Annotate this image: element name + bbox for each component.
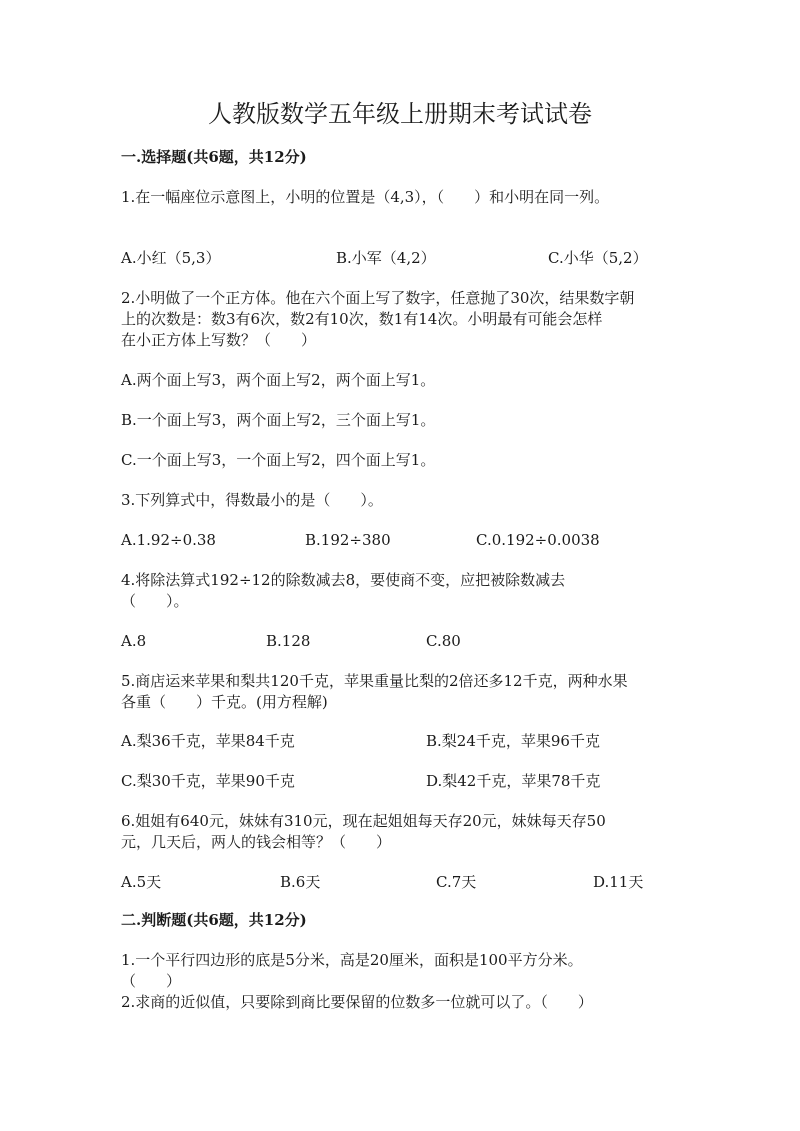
- section-heading-true-false: 二.判断题(共6题，共12分): [121, 911, 307, 929]
- question-3-option-a: A.1.92÷0.38: [121, 531, 216, 549]
- question-4-text-line-1: 4.将除法算式192÷12的除数减去8，要使商不变，应把被除数减去: [121, 571, 566, 589]
- tf-question-2-text: 2.求商的近似值，只要除到商比要保留的位数多一位就可以了。（ ）: [121, 993, 593, 1011]
- question-2-option-c: C.一个面上写3，一个面上写2，四个面上写1。: [121, 451, 436, 469]
- question-2-option-b: B.一个面上写3，两个面上写2，三个面上写1。: [121, 411, 436, 429]
- question-1-option-b: B.小军（4,2）: [336, 249, 436, 267]
- question-6-text-line-1: 6.姐姐有640元，妹妹有310元，现在起姐姐每天存20元，妹妹每天存50: [121, 812, 606, 830]
- question-3-option-b: B.192÷380: [305, 531, 391, 549]
- question-3-option-c: C.0.192÷0.0038: [476, 531, 600, 549]
- question-5-option-d: D.梨42千克，苹果78千克: [426, 772, 601, 790]
- question-1-text: 1.在一幅座位示意图上，小明的位置是（4,3），（ ）和小明在同一列。: [121, 188, 610, 206]
- question-5-option-b: B.梨24千克，苹果96千克: [426, 732, 600, 750]
- section-heading-choice: 一.选择题(共6题，共12分): [121, 148, 307, 166]
- tf-question-1-text-line-2: （ ）: [121, 972, 182, 990]
- question-6-option-d: D.11天: [593, 873, 644, 891]
- question-2-text-line-1: 2.小明做了一个正方体。他在六个面上写了数字，任意抛了30次，结果数字朝: [121, 289, 635, 307]
- question-4-option-a: A.8: [121, 632, 147, 650]
- question-2-text-line-3: 在小正方体上写数？（ ）: [121, 331, 317, 349]
- question-5-option-c: C.梨30千克，苹果90千克: [121, 772, 295, 790]
- question-5-text-line-2: 各重（ ）千克。(用方程解): [121, 693, 328, 711]
- question-6-text-line-2: 元，几天后，两人的钱会相等？（ ）: [121, 833, 392, 851]
- question-5-option-a: A.梨36千克，苹果84千克: [121, 732, 295, 750]
- question-2-text-line-2: 上的次数是：数3有6次，数2有10次，数1有14次。小明最有可能会怎样: [121, 310, 603, 328]
- question-4-text-line-2: （ ）。: [121, 592, 189, 610]
- tf-question-1-text-line-1: 1.一个平行四边形的底是5分米，高是20厘米，面积是100平方分米。: [121, 951, 583, 969]
- question-6-option-c: C.7天: [436, 873, 477, 891]
- question-4-option-c: C.80: [426, 632, 461, 650]
- question-1-option-a: A.小红（5,3）: [121, 249, 221, 267]
- question-2-option-a: A.两个面上写3，两个面上写2，两个面上写1。: [121, 371, 436, 389]
- question-3-text: 3.下列算式中，得数最小的是（ ）。: [121, 491, 383, 509]
- question-4-option-b: B.128: [266, 632, 311, 650]
- page-title: 人教版数学五年级上册期末考试试卷: [208, 100, 592, 128]
- question-5-text-line-1: 5.商店运来苹果和梨共120千克，苹果重量比梨的2倍还多12千克，两种水果: [121, 672, 628, 690]
- question-6-option-b: B.6天: [280, 873, 321, 891]
- question-1-option-c: C.小华（5,2）: [548, 249, 648, 267]
- question-6-option-a: A.5天: [121, 873, 162, 891]
